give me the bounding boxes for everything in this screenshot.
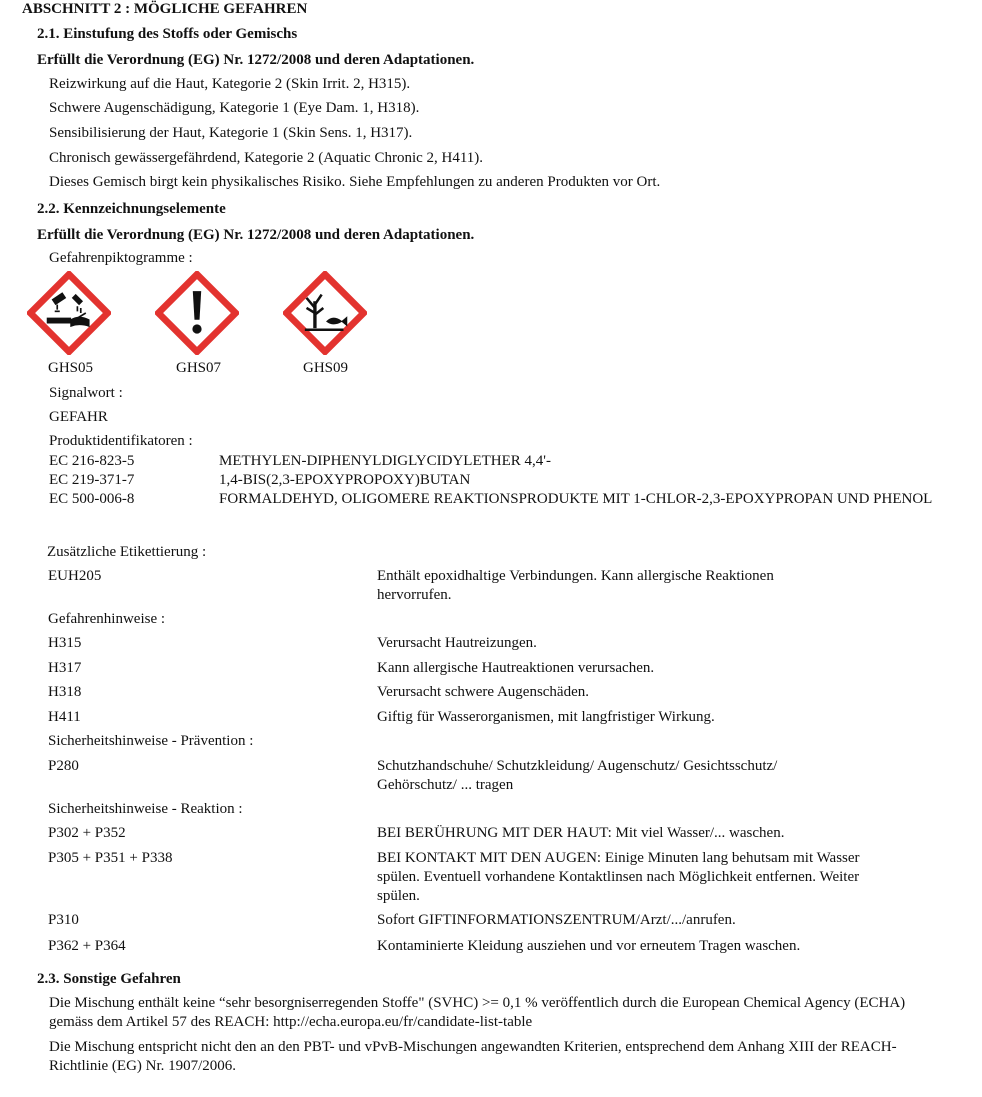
corrosion-icon: [27, 271, 111, 355]
precaution-text: Kontaminierte Kleidung ausziehen und vor erneutem Tragen waschen.: [377, 938, 801, 954]
prevention-label: Sicherheitshinweise - Prävention :: [48, 733, 254, 749]
other-hazards-paragraph: Die Mischung enthält keine “sehr besorgniserregenden Stoffe" (SVHC) >= 0,1 % veröffentlich durch die European Chemical Agency (ECHA) gemäss dem Artikel 57 des REACH: http://echa.europa.eu/fr/candidate-list-table: [49, 995, 906, 1030]
pictogram-code: GHS05: [48, 360, 94, 376]
hazard-code: H317: [48, 660, 82, 676]
regulation-2-2: Erfüllt die Verordnung (EG) Nr. 1272/2008 und deren Adaptationen.: [37, 227, 475, 243]
precaution-text: Sofort GIFTINFORMATIONSZENTRUM/Arzt/.../anrufen.: [377, 912, 736, 928]
signal-word: GEFAHR: [49, 409, 108, 425]
extra-label: Zusätzliche Etikettierung :: [47, 544, 207, 560]
heading-2-1: 2.1. Einstufung des Stoffs oder Gemischs: [37, 26, 298, 42]
signal-word-label: Signalwort :: [49, 385, 123, 401]
product-ec: EC 219-371-7: [49, 472, 135, 488]
hazard-text: Verursacht Hautreizungen.: [377, 635, 537, 651]
product-ec: EC 500-006-8: [49, 491, 135, 507]
precaution-text: BEI BERÜHRUNG MIT DER HAUT: Mit viel Wasser/... waschen.: [377, 825, 785, 841]
exclamation-mark-icon: [155, 271, 239, 355]
precaution-text: BEI KONTAKT MIT DEN AUGEN: Einige Minuten lang behutsam mit Wasser spülen. Eventuell vorhandene Kontaktlinsen nach Möglichkeit entfernen. Weiter spülen.: [377, 850, 860, 904]
hazard-label: Gefahrenhinweise :: [48, 611, 166, 627]
heading-2-2: 2.2. Kennzeichnungselemente: [37, 201, 226, 217]
precaution-text: Schutzhandschuhe/ Schutzkleidung/ Augenschutz/ Gesichtsschutz/ Gehörschutz/ ... tragen: [377, 758, 778, 793]
hazard-text: Kann allergische Hautreaktionen verursachen.: [377, 660, 655, 676]
section-title: ABSCHNITT 2 : MÖGLICHE GEFAHREN: [22, 1, 308, 17]
other-hazards-paragraph: Die Mischung entspricht nicht den an den PBT- und vPvB-Mischungen angewandten Kriterien, entsprechend dem Anhang XIII der REACH-Richtlinie (EG) Nr. 1907/2006.: [49, 1039, 897, 1074]
product-ec: EC 216-823-5: [49, 453, 135, 469]
product-name: FORMALDEHYD, OLIGOMERE REAKTIONSPRODUKTE MIT 1-CHLOR-2,3-EPOXYPROPAN UND PHENOL: [219, 491, 933, 507]
precaution-code: P362 + P364: [48, 938, 126, 954]
regulation-2-1: Erfüllt die Verordnung (EG) Nr. 1272/2008 und deren Adaptationen.: [37, 52, 475, 68]
product-ids-label: Produktidentifikatoren :: [49, 433, 193, 449]
hazard-code: H315: [48, 635, 82, 651]
classification-item: Sensibilisierung der Haut, Kategorie 1 (Skin Sens. 1, H317).: [49, 125, 413, 141]
classification-item: Dieses Gemisch birgt kein physikalisches Risiko. Siehe Empfehlungen zu anderen Produkten vor Ort.: [49, 174, 661, 190]
environment-icon: [283, 271, 367, 355]
precaution-code: P302 + P352: [48, 825, 126, 841]
euh-code: EUH205: [48, 568, 102, 584]
pictogram-code: GHS09: [303, 360, 349, 376]
pictogram-code: GHS07: [176, 360, 222, 376]
heading-2-3: 2.3. Sonstige Gefahren: [37, 971, 181, 987]
classification-item: Chronisch gewässergefährdend, Kategorie 2 (Aquatic Chronic 2, H411).: [49, 150, 484, 166]
precaution-code: P280: [48, 758, 79, 774]
reaction-label: Sicherheitshinweise - Reaktion :: [48, 801, 243, 817]
product-name: 1,4-BIS(2,3-EPOXYPROPOXY)BUTAN: [219, 472, 471, 488]
classification-item: Reizwirkung auf die Haut, Kategorie 2 (Skin Irrit. 2, H315).: [49, 76, 411, 92]
precaution-code: P310: [48, 912, 79, 928]
product-name: METHYLEN-DIPHENYLDIGLYCIDYLETHER 4,4'-: [219, 453, 551, 469]
classification-item: Schwere Augenschädigung, Kategorie 1 (Eye Dam. 1, H318).: [49, 100, 420, 116]
hazard-text: Giftig für Wasserorganismen, mit langfristiger Wirkung.: [377, 709, 715, 725]
pictograms-label: Gefahrenpiktogramme :: [49, 250, 193, 266]
hazard-text: Verursacht schwere Augenschäden.: [377, 684, 589, 700]
euh-text: Enthält epoxidhaltige Verbindungen. Kann allergische Reaktionen hervorrufen.: [377, 568, 774, 603]
precaution-code: P305 + P351 + P338: [48, 850, 173, 866]
hazard-code: H411: [48, 709, 81, 725]
hazard-code: H318: [48, 684, 82, 700]
